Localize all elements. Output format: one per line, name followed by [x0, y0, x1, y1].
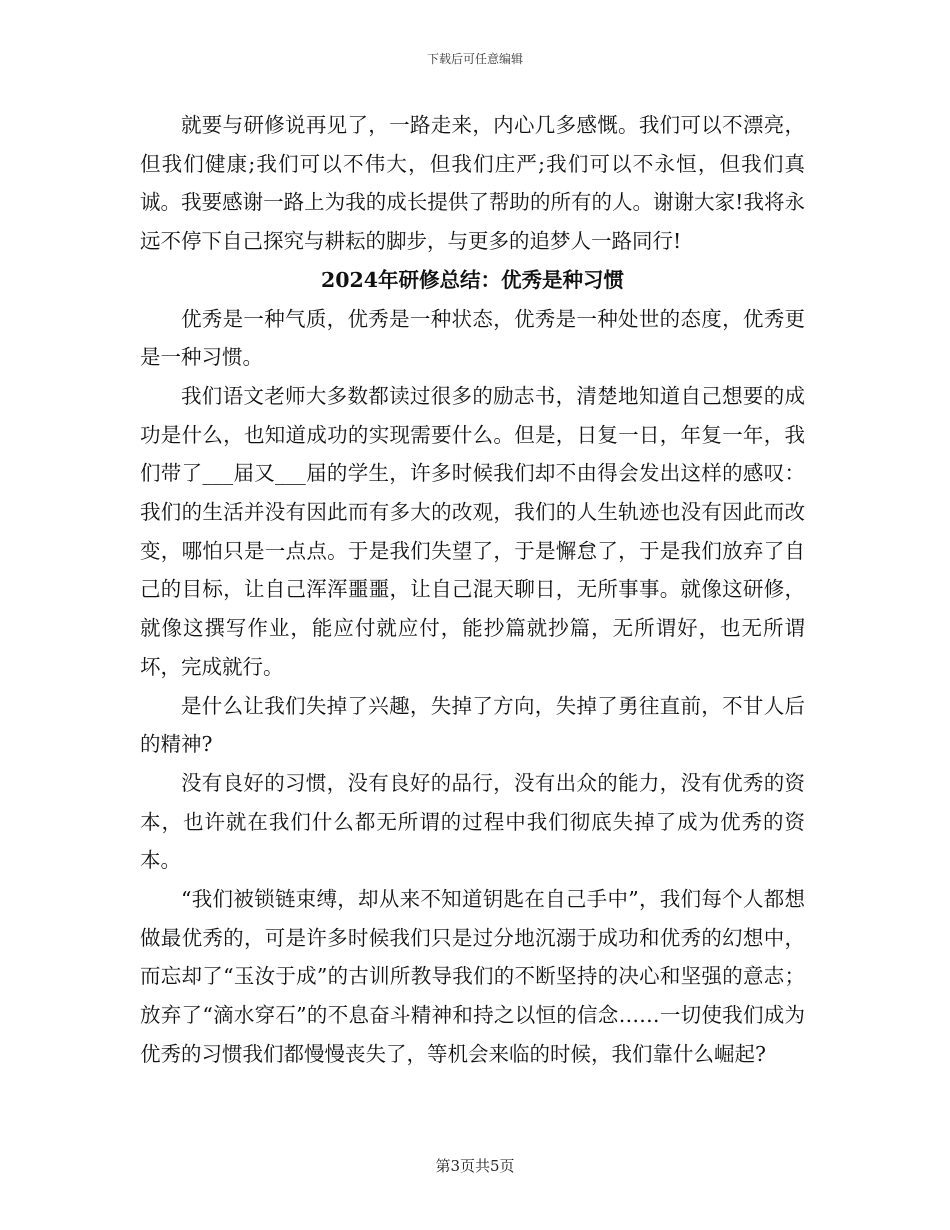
section-title: 2024年研修总结：优秀是种习惯	[320, 267, 625, 292]
continuation-paragraph: 就要与研修说再见了，一路走来，内心几多感慨。我们可以不漂亮，但我们健康;我们可以不伟大，但我们庄严;我们可以不永恒，但我们真诚。我要感谢一路上为我的成长提供了帮助的所有的人。谢谢大家!我将永远不停下自己探究与耕耘的脚步，与更多的追梦人一路同行!	[140, 113, 805, 254]
paragraph-5: “我们被锁链束缚，却从来不知道钥匙在自己手中”，我们每个人都想做最优秀的，可是许多时候我们只是过分地沉溺于成功和优秀的幻想中，而忘却了“玉汝于成”的古训所教导我们的不断坚持的决心和坚强的意志；放弃了“滴水穿石”的不息奋斗精神和持之以恒的信念……一切使我们成为优秀的习惯我们都慢慢丧失了，等机会来临的时候，我们靠什么崛起?	[140, 887, 805, 1066]
page-header: 下载后可任意编辑	[426, 52, 523, 66]
paragraph-3: 是什么让我们失掉了兴趣，失掉了方向，失掉了勇往直前，不甘人后的精神?	[140, 693, 805, 757]
paragraph-1: 优秀是一种气质，优秀是一种状态，优秀是一种处世的态度，优秀更是一种习惯。	[140, 306, 805, 370]
paragraph-2: 我们语文老师大多数都读过很多的励志书，清楚地知道自己想要的成功是什么，也知道成功的实现需要什么。但是，日复一日，年复一年，我们带了___届又___届的学生，许多时候我们却不由得会发出这样的感叹：我们的生活并没有因此而有多大的改观，我们的人生轨迹也没有因此而改变，哪怕只是一点点。于是我们失望了，于是懈怠了，于是我们放弃了自己的目标，让自己浑浑噩噩，让自己混天聊日，无所事事。就像这研修，就像这撰写作业，能应付就应付，能抄篇就抄篇，无所谓好，也无所谓坏，完成就行。	[140, 383, 805, 679]
paragraph-4: 没有良好的习惯，没有良好的品行，没有出众的能力，没有优秀的资本，也许就在我们什么都无所谓的过程中我们彻底失掉了成为优秀的资本。	[140, 770, 805, 873]
document-body	[140, 106, 805, 1074]
page-footer: 第3页共5页	[435, 1157, 515, 1175]
